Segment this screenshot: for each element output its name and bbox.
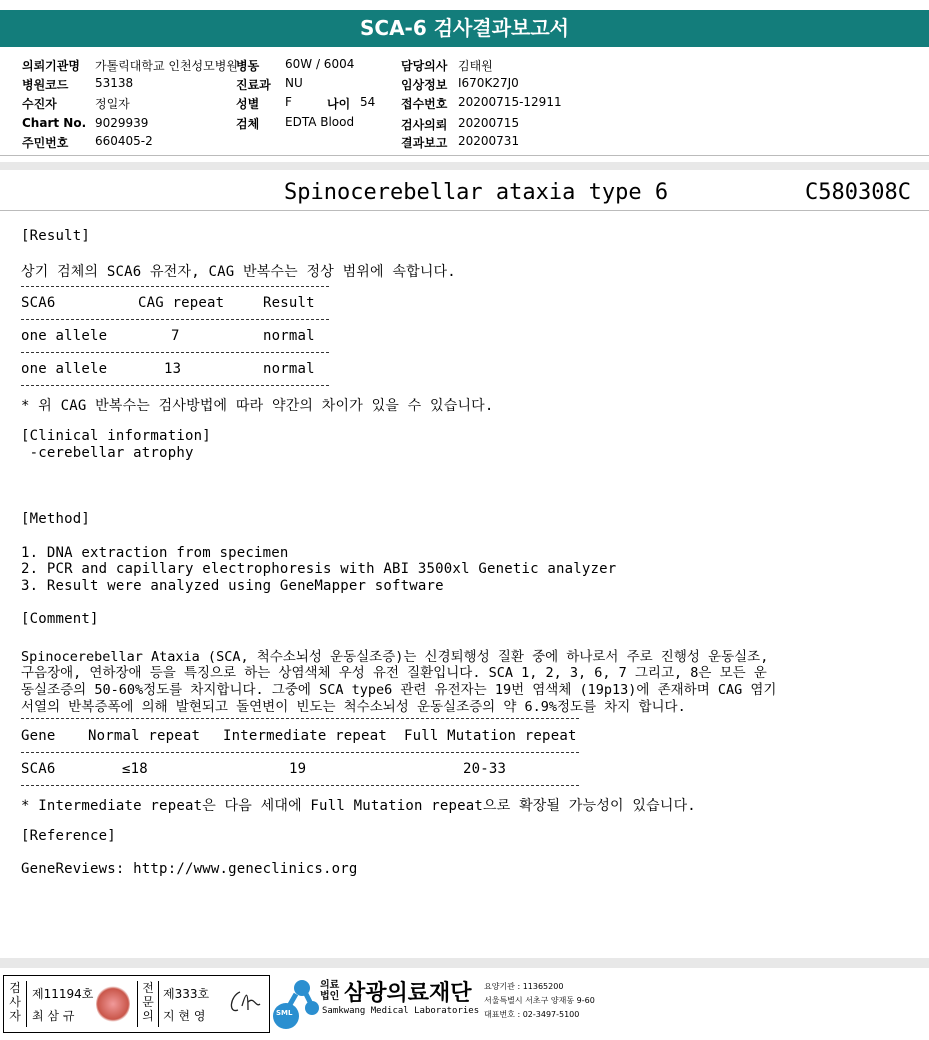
report-date-label: 결과보고	[401, 136, 448, 150]
request-value: 20200715	[458, 116, 520, 130]
report-title: SCA-6 검사결과보고서	[0, 10, 929, 47]
request-label: 검사의뢰	[401, 118, 448, 132]
lab-line-2: 서울특별시 서초구 양재동 9-60	[484, 996, 595, 1005]
divider	[21, 785, 579, 786]
clinical-value: I670K27J0	[458, 76, 519, 90]
lab-logo	[272, 976, 929, 1032]
chart-value: 9029939	[95, 116, 149, 130]
age-label: 나이	[327, 97, 351, 111]
divider	[21, 385, 329, 386]
comment-line-4: 서열의 반복증폭에 의해 발현되고 돌연변이 빈도는 척수소뇌성 운동실조증의 약 6.9%정도를 차지 합니다.	[21, 699, 686, 715]
id-value: 660405-2	[95, 134, 153, 148]
code-value: 53138	[95, 76, 134, 90]
lab-line-3: 대표번호 : 02-3497-5100	[484, 1010, 580, 1019]
sml-logo-icon	[272, 978, 322, 1030]
checker-name: 최 삼 규	[32, 1009, 75, 1023]
result-col-sca6: SCA6	[21, 295, 56, 311]
result-row-2-result: normal	[263, 361, 315, 377]
specialist-name: 지 현 영	[163, 1009, 206, 1023]
result-row-1-result: normal	[263, 328, 315, 344]
signature-icon	[226, 986, 262, 1020]
lab-small-label: 의료법인	[320, 980, 340, 1002]
specialist-label: 전문의	[137, 981, 159, 1027]
ward-value: 60W / 6004	[285, 57, 355, 71]
test-name: Spinocerebellar ataxia type 6	[284, 180, 669, 205]
lab-abbr: SML	[276, 1009, 293, 1017]
comment-row-gene: SCA6	[21, 761, 56, 777]
clinical-text: -cerebellar atrophy	[21, 445, 194, 461]
reference-text: GeneReviews: http://www.geneclinics.org	[21, 861, 358, 877]
clinical-heading: [Clinical information]	[21, 428, 211, 444]
doctor-value: 김태원	[458, 59, 493, 73]
result-row-1-repeat: 7	[171, 328, 180, 344]
comment-note: * Intermediate repeat은 다음 세대에 Full Mutation repeat으로 확장될 가능성이 있습니다.	[21, 798, 696, 814]
divider	[21, 752, 579, 753]
result-row-2-allele: one allele	[21, 361, 108, 377]
comment-heading: [Comment]	[21, 611, 99, 627]
receipt-label: 접수번호	[401, 97, 448, 111]
chart-label: Chart No.	[22, 116, 87, 130]
comment-line-3: 동실조증의 50-60%정도를 차지합니다. 그중에 SCA type6 관련 유전자는 19번 염색체 (19p13)에 존재하며 CAG 염기	[21, 682, 777, 698]
patient-label: 수진자	[22, 97, 57, 111]
report-date-value: 20200731	[458, 134, 520, 148]
patient-value: 정일자	[95, 97, 130, 111]
code-label: 병원코드	[22, 78, 69, 92]
comment-row-intermediate: 19	[289, 761, 307, 777]
specialist-number: 제333호	[163, 987, 210, 1001]
comment-col-gene: Gene	[21, 728, 56, 744]
hospital-label: 의뢰기관명	[22, 59, 80, 73]
method-item-3: 3. Result were analyzed using GeneMapper software	[21, 578, 444, 594]
dept-label: 진료과	[236, 78, 271, 92]
result-heading: [Result]	[21, 228, 91, 244]
comment-line-2: 구음장애, 연하장애 등을 특징으로 하는 상염색체 우성 유전 질환입니다. SCA 1, 2, 3, 6, 7 그리고, 8은 모든 운	[21, 665, 767, 681]
divider	[21, 319, 329, 320]
checker-number: 제11194호	[32, 987, 94, 1001]
lab-english-name: Samkwang Medical Laboratories	[322, 1006, 480, 1016]
result-col-result: Result	[263, 295, 315, 311]
result-note: * 위 CAG 반복수는 검사방법에 따라 약간의 차이가 있을 수 있습니다.	[21, 398, 494, 414]
test-title-bar	[0, 172, 929, 211]
reference-heading: [Reference]	[21, 828, 116, 844]
id-label: 주민번호	[22, 136, 69, 150]
checker-label: 검사자	[4, 981, 27, 1027]
lab-line-1: 요양기관 : 11365200	[484, 982, 564, 991]
specimen-label: 검체	[236, 117, 260, 131]
lab-name: 삼광의료재단	[344, 981, 472, 1006]
footer-band	[0, 958, 929, 968]
test-code: C580308C	[805, 180, 911, 205]
method-heading: [Method]	[21, 511, 91, 527]
comment-row-full: 20-33	[463, 761, 507, 777]
specimen-value: EDTA Blood	[285, 115, 355, 129]
result-row-2-repeat: 13	[164, 361, 182, 377]
hospital-value: 가톨릭대학교 인천성모병원	[95, 59, 238, 73]
ward-label: 병동	[236, 59, 260, 73]
comment-line-1: Spinocerebellar Ataxia (SCA, 척수소뇌성 운동실조증)는 신경퇴행성 질환 중에 하나로서 주로 진행성 운동실조,	[21, 649, 769, 665]
divider	[21, 718, 579, 719]
result-col-cag: CAG repeat	[138, 295, 225, 311]
divider	[21, 352, 329, 353]
clinical-label: 임상정보	[401, 78, 448, 92]
separator-band	[0, 162, 929, 170]
signature-box	[3, 975, 270, 1033]
comment-col-full: Full Mutation repeat	[404, 728, 577, 744]
comment-col-intermediate: Intermediate repeat	[223, 728, 387, 744]
checker-seal-icon	[96, 985, 130, 1023]
sex-value: F	[285, 95, 292, 109]
divider	[21, 286, 329, 287]
receipt-value: 20200715-12911	[458, 95, 562, 109]
result-row-1-allele: one allele	[21, 328, 108, 344]
comment-row-normal: ≤18	[122, 761, 148, 777]
age-value: 54	[360, 95, 376, 109]
patient-info	[0, 47, 929, 156]
comment-col-normal: Normal repeat	[88, 728, 201, 744]
result-summary: 상기 검체의 SCA6 유전자, CAG 반복수는 정상 범위에 속합니다.	[21, 264, 456, 280]
method-item-2: 2. PCR and capillary electrophoresis with ABI 3500xl Genetic analyzer	[21, 561, 617, 577]
sex-label: 성별	[236, 97, 260, 111]
doctor-label: 담당의사	[401, 59, 448, 73]
method-item-1: 1. DNA extraction from specimen	[21, 545, 289, 561]
dept-value: NU	[285, 76, 303, 90]
